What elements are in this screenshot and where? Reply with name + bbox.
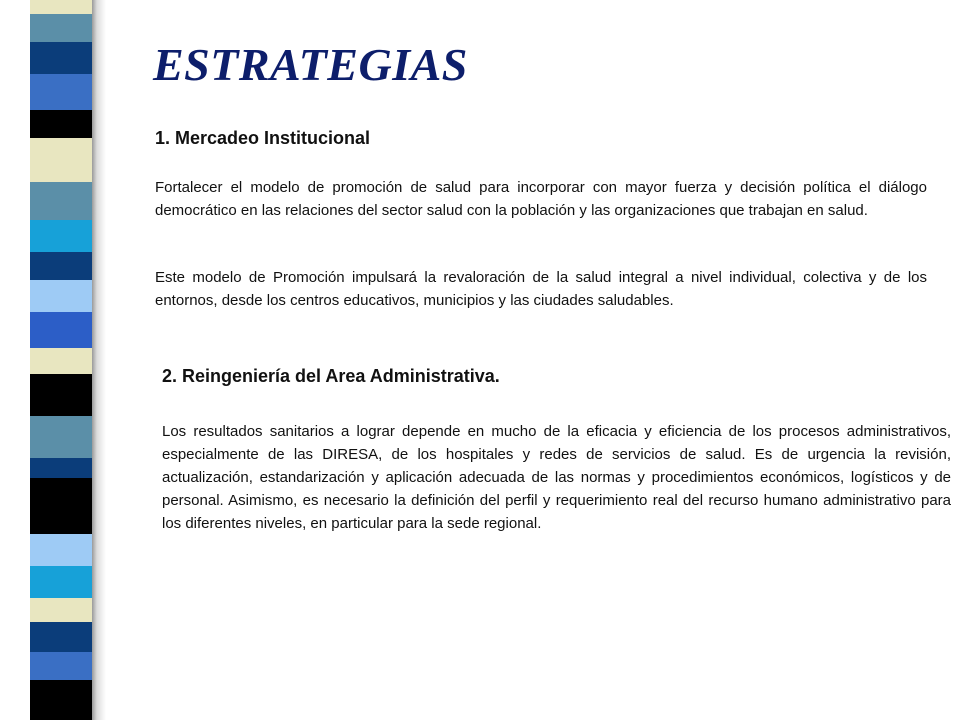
- section-heading-mercadeo: 1. Mercadeo Institucional: [155, 128, 371, 148]
- stripe: [30, 74, 92, 110]
- stripe: [30, 680, 92, 720]
- slide-title: ESTRATEGIAS: [153, 39, 468, 90]
- paragraph-reingenieria: Los resultados sanitarios a lograr depende en mucho de la eficacia y eficiencia de los procesos administrativos, especialmente de las DIRESA, de los hospitales y redes de servicios de salud. Es de urgencia la revisión, actualización, estandarización y aplicación adecuada de las normas y procedimientos económicos, logísticos y de personal. Asimismo, es necesario la definición del perfil y requerimiento real del recurso humano administrativo para los diferentes niveles, en particular para la sede regional.: [162, 423, 951, 532]
- stripe: [30, 0, 92, 14]
- stripe: [30, 220, 92, 252]
- section-heading-reingenieria: 2. Reingeniería del Area Administrativa.: [162, 366, 500, 386]
- stripe: [30, 416, 92, 458]
- stripe: [30, 14, 92, 42]
- stripe: [30, 182, 92, 220]
- stripe: [30, 252, 92, 280]
- stripe-bar-shadow: [92, 0, 106, 720]
- stripe: [30, 42, 92, 74]
- stripe: [30, 312, 92, 348]
- stripe: [30, 458, 92, 478]
- stripe: [30, 598, 92, 622]
- stripe: [30, 374, 92, 416]
- decorative-stripe-bar: [30, 0, 92, 720]
- stripe: [30, 138, 92, 182]
- stripe: [30, 478, 92, 534]
- stripe: [30, 622, 92, 652]
- stripe: [30, 110, 92, 138]
- paragraph-mercadeo-2: Este modelo de Promoción impulsará la revaloración de la salud integral a nivel individual, colectiva y de los entornos, desde los centros educativos, municipios y las ciudades saludables.: [155, 269, 927, 309]
- stripe: [30, 280, 92, 312]
- paragraph-mercadeo-1: Fortalecer el modelo de promoción de salud para incorporar con mayor fuerza y decisión política el diálogo democrático en las relaciones del sector salud con la población y las organizaciones que trabajan en salud.: [155, 179, 927, 219]
- stripe: [30, 534, 92, 566]
- stripe: [30, 348, 92, 374]
- stripe: [30, 652, 92, 680]
- stripe: [30, 566, 92, 598]
